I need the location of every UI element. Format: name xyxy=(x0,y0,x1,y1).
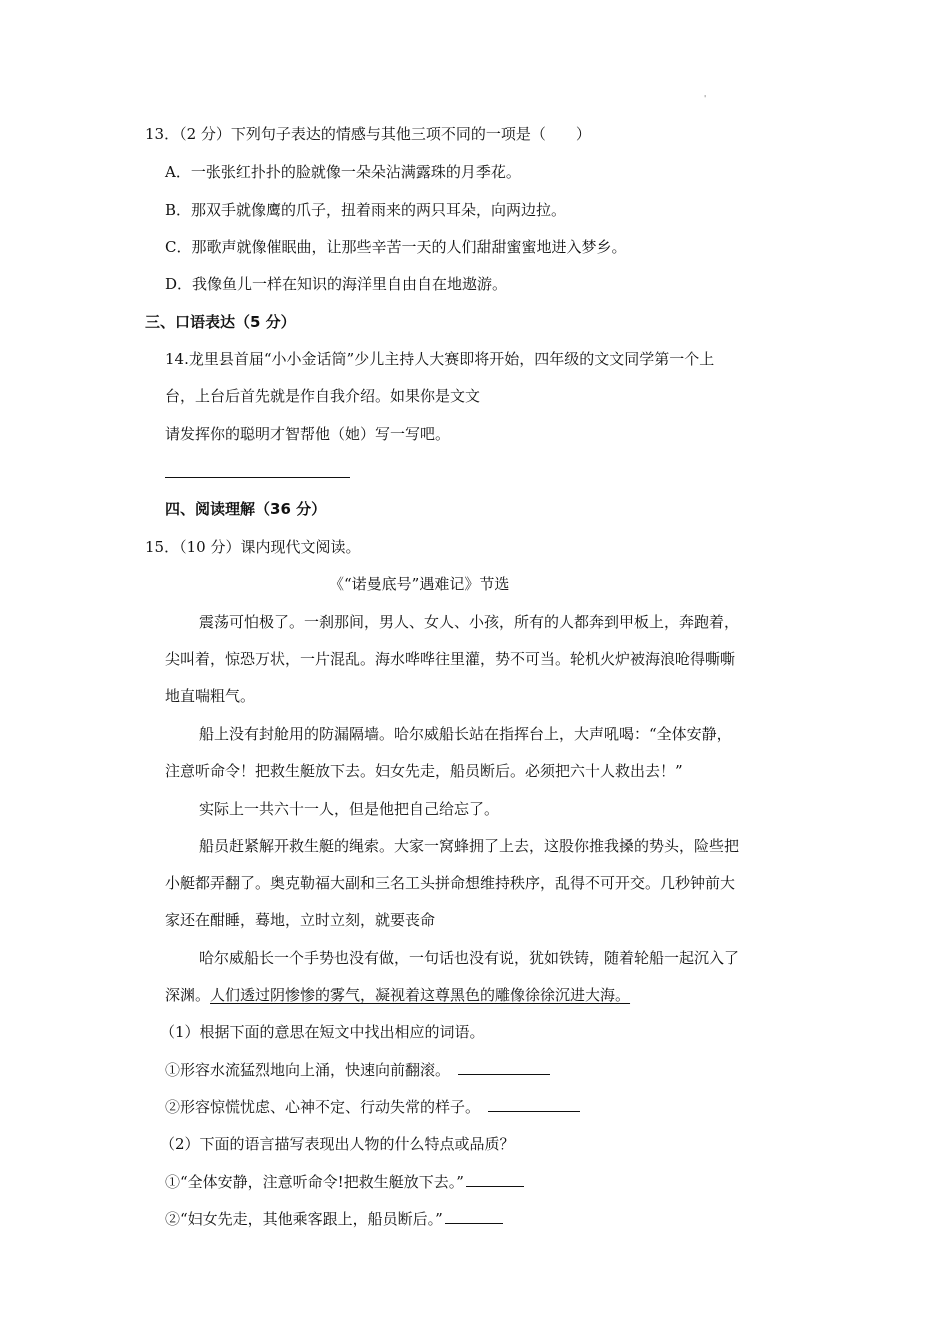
answer-blank[interactable] xyxy=(488,1097,580,1112)
q14-answer-line[interactable] xyxy=(165,477,350,478)
q15-sub1-item2: ②形容惊慌忧虑、心神不定、行动失常的样子。 xyxy=(165,1097,580,1117)
passage-last-line xyxy=(165,985,630,1005)
passage-title: 《“诺曼底号”遇难记》节选 xyxy=(329,575,510,593)
q13-stem: 13．（2 分）下列句子表达的情感与其他三项不同的一项是（ ） xyxy=(145,125,591,143)
answer-blank[interactable] xyxy=(445,1209,503,1224)
q15-sub2-prompt: （2）下面的语言描写表现出人物的什么特点或品质？ xyxy=(160,1135,515,1153)
q14-line2: 台，上台后首先就是作自我介绍。如果你是文文 xyxy=(165,387,481,405)
passage-last-plain: 深渊。 xyxy=(165,986,211,1004)
passage-line: 船上没有封舱用的防漏隔墙。哈尔威船长站在指挥台上，大声吼喝：“全体安静， xyxy=(199,725,732,743)
q13-option-d: D．我像鱼儿一样在知识的海洋里自由自在地遨游。 xyxy=(165,275,508,293)
passage-line: 实际上一共六十一人，但是他把自己给忘了。 xyxy=(199,800,500,818)
passage-line: 小艇都弄翻了。奥克勒福大副和三名工头拼命想维持秩序，乱得不可开交。几秒钟前大 xyxy=(165,874,736,892)
answer-blank[interactable] xyxy=(458,1060,550,1075)
passage-line: 尖叫着，惊恐万状，一片混乱。海水哗哗往里灌，势不可当。轮机火炉被海浪呛得嘶嘶 xyxy=(165,650,736,668)
q13-option-c: C．那歌声就像催眠曲，让那些辛苦一天的人们甜甜蜜蜜地进入梦乡。 xyxy=(165,238,627,256)
q15-sub2-item1: ①“全体安静，注意听命令!把救生艇放下去。” xyxy=(165,1172,524,1192)
passage-line: 家还在酣睡，蓦地，立时立刻，就要丧命 xyxy=(165,911,436,929)
passage-line: 地直喘粗气。 xyxy=(165,687,256,705)
q15-sub1-item1: ①形容水流猛烈地向上涌，快速向前翻滚。 xyxy=(165,1060,550,1080)
passage-line: 注意听命令！把救生艇放下去。妇女先走，船员断后。必须把六十人救出去！” xyxy=(165,762,683,780)
q13-option-a: A．一张张红扑扑的脸就像一朵朵沾满露珠的月季花。 xyxy=(165,163,521,181)
section4-heading: 四、阅读理解（36 分） xyxy=(165,500,327,518)
underlined-sentence: 人们透过阴惨惨的雾气，凝视着这尊黑色的雕像徐徐沉进大海。 xyxy=(210,986,631,1004)
passage-line: 哈尔威船长一个手势也没有做，一句话也没有说，犹如铁铸，随着轮船一起沉入了 xyxy=(199,949,740,967)
q15-sub1-prompt: （1）根据下面的意思在短文中找出相应的词语。 xyxy=(160,1023,485,1041)
q15-stem: 15．（10 分）课内现代文阅读。 xyxy=(145,538,361,556)
q15-sub2-item2: ②“妇女先走，其他乘客跟上，船员断后。” xyxy=(165,1209,503,1229)
passage-line: 震荡可怕极了。一刹那间，男人、女人、小孩，所有的人都奔到甲板上，奔跑着， xyxy=(199,613,740,631)
passage-line: 船员赶紧解开救生艇的绳索。大家一窝蜂拥了上去，这股你推我搡的势头，险些把 xyxy=(199,837,740,855)
section3-heading: 三、口语表达（5 分） xyxy=(145,313,296,331)
header-mark: ' xyxy=(704,94,707,103)
answer-blank[interactable] xyxy=(466,1172,524,1187)
q14-line1: 14.龙里县首届“小小金话筒”少儿主持人大赛即将开始，四年级的文文同学第一个上 xyxy=(165,350,715,368)
q14-line3: 请发挥你的聪明才智帮他（她）写一写吧。 xyxy=(165,425,451,443)
q13-option-b: B．那双手就像鹰的爪子，扭着雨来的两只耳朵，向两边拉。 xyxy=(165,201,567,219)
